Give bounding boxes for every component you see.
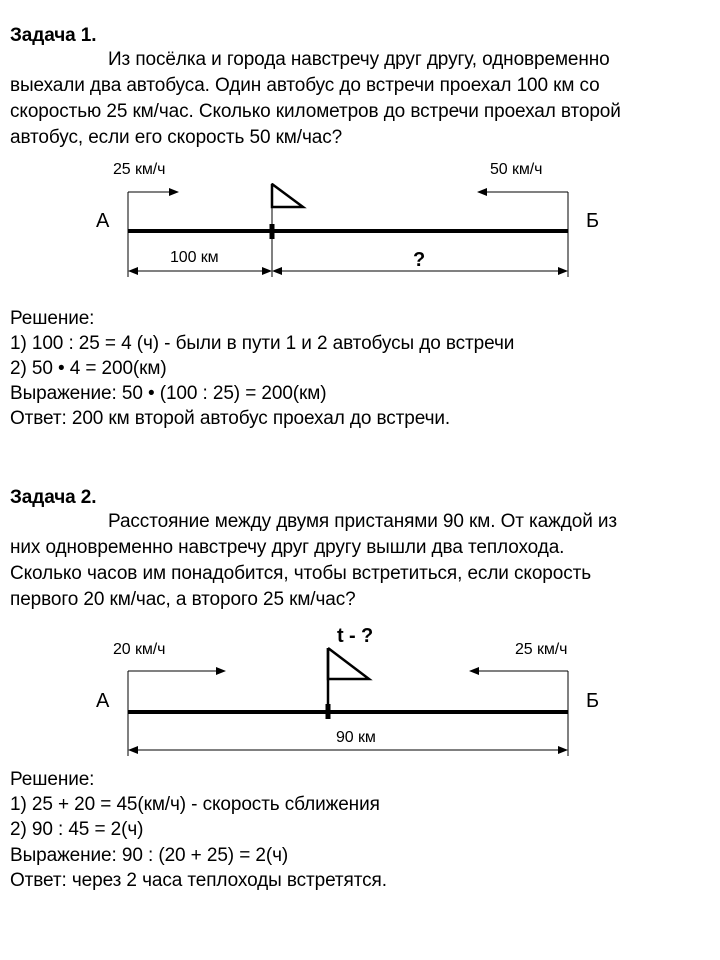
task1-text-line: выехали два автобуса. Один автобус до встречи проехал 100 км со: [10, 75, 600, 96]
task2-text-line: первого 20 км/час, а второго 25 км/час?: [10, 589, 356, 610]
left-speed-label: 20 км/ч: [113, 641, 166, 658]
task2-solution-line: 1) 25 + 20 = 45(км/ч) - скорость сближения: [10, 794, 380, 815]
right-speed-label: 25 км/ч: [515, 641, 568, 658]
left-segment-label: 100 км: [170, 249, 219, 266]
task1-answer: Ответ: 200 км второй автобус проехал до встречи.: [10, 408, 451, 429]
task2-title: Задача 2.: [10, 487, 97, 508]
right-speed-label: 50 км/ч: [490, 161, 543, 178]
flag-icon: [328, 648, 369, 679]
task2-text-line: них одновременно навстречу друг другу вышли два теплохода.: [10, 537, 565, 558]
task1-text-line: Из посёлка и города навстречу друг другу, одновременно: [108, 49, 610, 70]
task1-solution-heading: Решение:: [10, 308, 95, 329]
task2-answer: Ответ: через 2 часа теплоходы встретятся.: [10, 870, 387, 891]
left-speed-label: 25 км/ч: [113, 161, 166, 178]
task2-text-line: Расстояние между двумя пристанями 90 км. От каждой из: [108, 511, 618, 532]
task2-solution-heading: Решение:: [10, 769, 95, 790]
meeting-time-label: t - ?: [337, 625, 374, 647]
point-b-label: Б: [586, 690, 600, 712]
task2-expression: Выражение: 90 : (20 + 25) = 2(ч): [10, 845, 289, 866]
task2-text-line: Сколько часов им понадобится, чтобы встретиться, если скорость: [10, 563, 592, 584]
task1-expression: Выражение: 50 • (100 : 25) = 200(км): [10, 383, 327, 404]
point-b-label: Б: [586, 210, 600, 232]
task1-solution-line: 2) 50 • 4 = 200(км): [10, 358, 167, 379]
point-a-label: А: [96, 690, 110, 712]
point-a-label: А: [96, 210, 110, 232]
task1-solution-line: 1) 100 : 25 = 4 (ч) - были в пути 1 и 2 автобусы до встречи: [10, 333, 515, 354]
unknown-segment-label: ?: [413, 249, 426, 271]
task2-solution-line: 2) 90 : 45 = 2(ч): [10, 819, 144, 840]
task1-text-line: скоростью 25 км/час. Сколько километров до встречи проехал второй: [10, 101, 621, 122]
task1-title: Задача 1.: [10, 25, 97, 46]
total-distance-label: 90 км: [336, 729, 376, 746]
task1-text-line: автобус, если его скорость 50 км/час?: [10, 127, 343, 148]
